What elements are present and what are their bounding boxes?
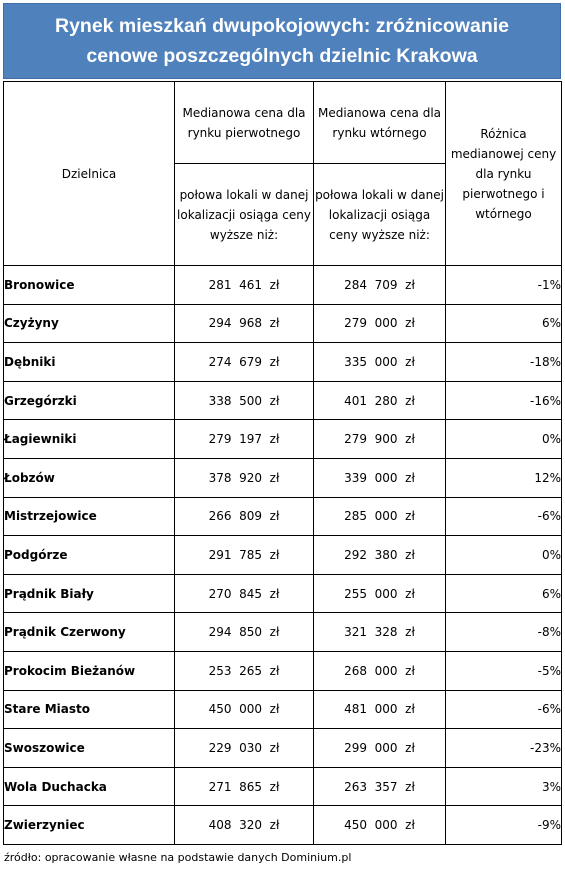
secondary-price-cell: 339 000 zł bbox=[314, 458, 446, 497]
table-row bbox=[4, 651, 562, 690]
secondary-price-cell: 263 357 zł bbox=[314, 767, 446, 806]
district-cell: Łagiewniki bbox=[4, 420, 175, 459]
table-row bbox=[4, 536, 562, 575]
table-row bbox=[4, 574, 562, 613]
primary-price-cell: 281 461 zł bbox=[175, 266, 314, 305]
source-note: źródło: opracowanie własne na podstawie danych Dominium.pl bbox=[4, 851, 352, 864]
primary-price-cell: 338 500 zł bbox=[175, 381, 314, 420]
table-row bbox=[4, 613, 562, 652]
table-row bbox=[4, 458, 562, 497]
secondary-price-cell: 268 000 zł bbox=[314, 651, 446, 690]
table-row bbox=[4, 420, 562, 459]
difference-cell: -23% bbox=[446, 729, 562, 768]
district-cell: Zwierzyniec bbox=[4, 806, 175, 845]
primary-price-cell: 291 785 zł bbox=[175, 536, 314, 575]
secondary-price-cell: 321 328 zł bbox=[314, 613, 446, 652]
secondary-price-cell: 299 000 zł bbox=[314, 729, 446, 768]
difference-cell: -18% bbox=[446, 343, 562, 382]
table-row bbox=[4, 690, 562, 729]
difference-cell: -8% bbox=[446, 613, 562, 652]
primary-price-cell: 294 968 zł bbox=[175, 304, 314, 343]
title-banner bbox=[3, 3, 561, 79]
header-difference: Różnica medianowej ceny dla rynku pierwotnego i wtórnego bbox=[446, 82, 562, 266]
district-cell: Mistrzejowice bbox=[4, 497, 175, 536]
secondary-price-cell: 285 000 zł bbox=[314, 497, 446, 536]
secondary-price-cell: 450 000 zł bbox=[314, 806, 446, 845]
primary-price-cell: 266 809 zł bbox=[175, 497, 314, 536]
difference-cell: 3% bbox=[446, 767, 562, 806]
primary-price-cell: 450 000 zł bbox=[175, 690, 314, 729]
difference-cell: -6% bbox=[446, 497, 562, 536]
secondary-price-cell: 284 709 zł bbox=[314, 266, 446, 305]
table-row bbox=[4, 381, 562, 420]
district-cell: Swoszowice bbox=[4, 729, 175, 768]
table-row bbox=[4, 343, 562, 382]
primary-price-cell: 270 845 zł bbox=[175, 574, 314, 613]
primary-price-cell: 253 265 zł bbox=[175, 651, 314, 690]
difference-cell: -6% bbox=[446, 690, 562, 729]
table-row bbox=[4, 266, 562, 305]
district-cell: Grzegórzki bbox=[4, 381, 175, 420]
header-primary-note: połowa lokali w danej lokalizacji osiąga ceny wyższe niż: bbox=[175, 164, 314, 266]
difference-cell: -5% bbox=[446, 651, 562, 690]
secondary-price-cell: 481 000 zł bbox=[314, 690, 446, 729]
secondary-price-cell: 279 900 zł bbox=[314, 420, 446, 459]
district-cell: Prokocim Bieżanów bbox=[4, 651, 175, 690]
page-title: Rynek mieszkań dwupokojowych: zróżnicowanie cenowe poszczególnych dzielnic Krakowa bbox=[54, 15, 509, 67]
header-secondary-median: Medianowa cena dla rynku wtórnego bbox=[314, 82, 446, 164]
table-row bbox=[4, 729, 562, 768]
district-cell: Prądnik Biały bbox=[4, 574, 175, 613]
secondary-price-cell: 292 380 zł bbox=[314, 536, 446, 575]
district-cell: Prądnik Czerwony bbox=[4, 613, 175, 652]
secondary-price-cell: 335 000 zł bbox=[314, 343, 446, 382]
secondary-price-cell: 401 280 zł bbox=[314, 381, 446, 420]
table-row bbox=[4, 806, 562, 845]
difference-cell: -9% bbox=[446, 806, 562, 845]
primary-price-cell: 274 679 zł bbox=[175, 343, 314, 382]
price-table bbox=[3, 81, 562, 845]
header-secondary-note: połowa lokali w danej lokalizacji osiąga ceny wyższe niż: bbox=[314, 164, 446, 266]
table-body bbox=[4, 266, 562, 845]
table-row bbox=[4, 304, 562, 343]
secondary-price-cell: 279 000 zł bbox=[314, 304, 446, 343]
difference-cell: -16% bbox=[446, 381, 562, 420]
header-primary-median: Medianowa cena dla rynku pierwotnego bbox=[175, 82, 314, 164]
header-district: Dzielnica bbox=[4, 82, 175, 266]
primary-price-cell: 408 320 zł bbox=[175, 806, 314, 845]
difference-cell: 6% bbox=[446, 304, 562, 343]
district-cell: Podgórze bbox=[4, 536, 175, 575]
difference-cell: 0% bbox=[446, 536, 562, 575]
primary-price-cell: 279 197 zł bbox=[175, 420, 314, 459]
primary-price-cell: 294 850 zł bbox=[175, 613, 314, 652]
district-cell: Czyżyny bbox=[4, 304, 175, 343]
difference-cell: -1% bbox=[446, 266, 562, 305]
difference-cell: 0% bbox=[446, 420, 562, 459]
difference-cell: 12% bbox=[446, 458, 562, 497]
primary-price-cell: 229 030 zł bbox=[175, 729, 314, 768]
district-cell: Bronowice bbox=[4, 266, 175, 305]
district-cell: Wola Duchacka bbox=[4, 767, 175, 806]
primary-price-cell: 271 865 zł bbox=[175, 767, 314, 806]
district-cell: Stare Miasto bbox=[4, 690, 175, 729]
table-row bbox=[4, 497, 562, 536]
primary-price-cell: 378 920 zł bbox=[175, 458, 314, 497]
secondary-price-cell: 255 000 zł bbox=[314, 574, 446, 613]
difference-cell: 6% bbox=[446, 574, 562, 613]
district-cell: Dębniki bbox=[4, 343, 175, 382]
district-cell: Łobzów bbox=[4, 458, 175, 497]
table-row bbox=[4, 767, 562, 806]
